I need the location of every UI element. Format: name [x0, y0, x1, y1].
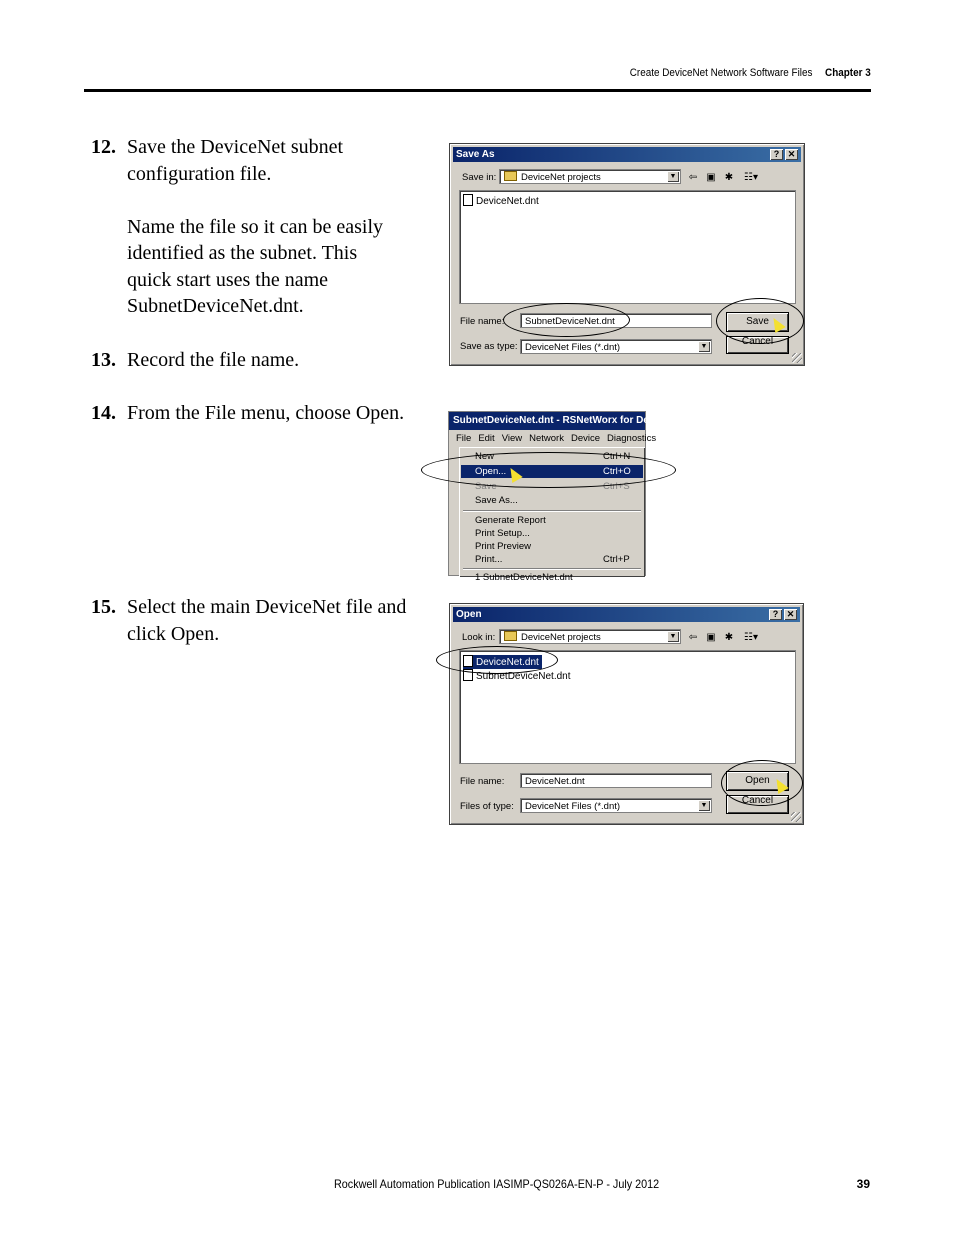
step-text-line: Save the DeviceNet subnet: [127, 136, 344, 158]
save-type-value: DeviceNet Files (*.dnt): [525, 342, 621, 353]
menu-item-generate-report[interactable]: Generate Report: [475, 515, 546, 526]
look-in-label: Look in:: [462, 632, 496, 643]
save-in-value: DeviceNet projects: [521, 172, 601, 183]
chevron-down-icon[interactable]: ▼: [667, 631, 679, 642]
step-number: 13.: [91, 349, 116, 371]
menu-separator: [463, 510, 641, 512]
save-type-combo[interactable]: [520, 339, 712, 354]
menu-view[interactable]: View: [501, 433, 523, 444]
highlight-ellipse: [421, 452, 676, 488]
menu-diagnostics[interactable]: Diagnostics: [607, 433, 657, 444]
save-in-label: Save in:: [462, 172, 497, 183]
save-in-combo[interactable]: [499, 169, 681, 184]
step-number: 12.: [91, 136, 116, 158]
file-list[interactable]: [459, 190, 796, 304]
header-section: Create DeviceNet Network Software Files: [630, 67, 813, 79]
step-text-line: click Open.: [127, 622, 220, 645]
dialog-titlebar: [453, 147, 801, 162]
close-icon[interactable]: ✕: [784, 609, 797, 620]
highlight-ellipse: [436, 646, 558, 674]
look-in-value: DeviceNet projects: [521, 632, 601, 643]
page-header: [630, 67, 871, 79]
files-type-label: Files of type:: [460, 801, 514, 812]
dialog-titlebar: [453, 607, 800, 622]
close-icon[interactable]: ✕: [785, 149, 798, 160]
menu-bar: [449, 432, 657, 446]
folder-icon: [504, 631, 517, 641]
step-number: 15.: [91, 596, 116, 618]
help-icon[interactable]: ?: [769, 609, 782, 620]
cancel-button[interactable]: Cancel: [727, 796, 788, 813]
footer-publication: Rockwell Automation Publication IASIMP-QS026A-EN-P - July 2012: [334, 1177, 660, 1191]
highlight-ellipse: [716, 298, 804, 344]
chevron-down-icon[interactable]: ▼: [698, 800, 710, 811]
view-menu-icon[interactable]: ☷▾: [744, 632, 758, 643]
step-number: 14.: [91, 402, 116, 424]
back-icon[interactable]: ⇦: [688, 172, 698, 183]
step-text-line: quick start uses the name: [127, 268, 329, 291]
header-rule: [84, 89, 871, 92]
look-in-combo[interactable]: [499, 629, 681, 644]
chevron-down-icon[interactable]: ▼: [667, 171, 679, 182]
header-chapter: Chapter 3: [825, 67, 871, 79]
menu-edit[interactable]: Edit: [478, 433, 495, 444]
highlight-ellipse: [721, 760, 803, 806]
step-text-line: From the File menu, choose Open.: [127, 402, 405, 424]
view-menu-icon[interactable]: ☷▾: [744, 172, 758, 183]
menu-device[interactable]: Device: [570, 433, 600, 444]
up-folder-icon[interactable]: ▣: [706, 172, 716, 183]
highlight-ellipse: [503, 303, 630, 337]
list-item[interactable]: DeviceNet.dnt: [463, 655, 542, 669]
chevron-down-icon[interactable]: ▼: [698, 341, 710, 352]
up-folder-icon[interactable]: ▣: [706, 632, 716, 643]
new-folder-icon[interactable]: ✱: [724, 632, 734, 643]
open-button[interactable]: Open: [727, 772, 788, 790]
menu-item-open[interactable]: Open... Ctrl+O: [461, 465, 643, 478]
step-text-line: SubnetDeviceNet.dnt.: [127, 295, 304, 317]
step-text-line: identified as the subnet. This: [127, 242, 358, 264]
save-button[interactable]: Save: [727, 313, 788, 331]
menu-item-new[interactable]: New Ctrl+N: [475, 451, 631, 462]
menu-item-print-preview[interactable]: Print Preview: [475, 541, 531, 552]
file-name-label: File name:: [460, 776, 505, 787]
menu-separator: [463, 568, 641, 570]
list-item[interactable]: DeviceNet.dnt: [463, 194, 542, 208]
menu-item-print[interactable]: Print... Ctrl+P: [475, 554, 630, 565]
page-number: 39: [856, 1177, 870, 1191]
file-icon: [463, 194, 473, 206]
list-item[interactable]: SubnetDeviceNet.dnt: [463, 669, 574, 683]
step-text-line: Record the file name.: [127, 349, 300, 371]
new-folder-icon[interactable]: ✱: [724, 172, 734, 183]
file-name-input[interactable]: DeviceNet.dnt: [520, 773, 712, 788]
file-menu-screenshot: [448, 411, 657, 583]
dialog-title: Save As: [456, 149, 495, 160]
menu-item-save[interactable]: Save Ctrl+S: [475, 481, 630, 492]
files-type-combo[interactable]: [520, 798, 712, 813]
resize-grip[interactable]: [791, 812, 801, 822]
files-type-value: DeviceNet Files (*.dnt): [525, 801, 621, 812]
step-text-line: Select the main DeviceNet file and: [127, 596, 407, 618]
help-icon[interactable]: ?: [770, 149, 783, 160]
menu-item-recent-file[interactable]: 1 SubnetDeviceNet.dnt: [475, 572, 573, 583]
file-name-input[interactable]: SubnetDeviceNet.dnt: [520, 313, 712, 328]
window-title: SubnetDeviceNet.dnt - RSNetWorx for De: [449, 412, 645, 430]
step-text-line: configuration file.: [127, 162, 272, 185]
cancel-button[interactable]: Cancel: [727, 337, 788, 353]
menu-item-save-as[interactable]: Save As...: [475, 495, 518, 506]
resize-grip[interactable]: [792, 353, 802, 363]
step-text-line: Name the file so it can be easily: [127, 215, 384, 238]
save-type-label: Save as type:: [460, 341, 518, 352]
menu-file[interactable]: File: [456, 433, 472, 444]
menu-item-print-setup[interactable]: Print Setup...: [475, 528, 530, 539]
menu-network[interactable]: Network: [529, 433, 564, 444]
folder-icon: [504, 171, 517, 181]
file-name-label: File name:: [460, 316, 505, 327]
back-icon[interactable]: ⇦: [688, 632, 698, 643]
dialog-title: Open: [456, 609, 482, 620]
